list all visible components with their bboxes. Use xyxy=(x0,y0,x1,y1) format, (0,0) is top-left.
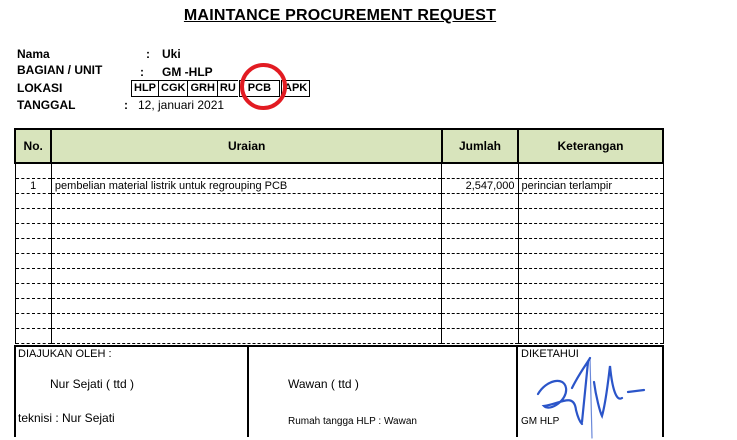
cell-jumlah: 2,547,000 xyxy=(442,179,518,194)
rumah-tangga-label: Rumah tangga HLP : Wawan xyxy=(288,416,417,427)
empty-cell xyxy=(442,284,518,299)
empty-cell xyxy=(51,314,441,329)
empty-cell xyxy=(51,209,441,224)
location-option-hlp: HLP xyxy=(131,80,158,97)
table-row xyxy=(15,299,663,314)
diketahui-label: DIKETAHUI xyxy=(521,348,579,360)
signer1-name: Nur Sejati ( ttd ) xyxy=(50,377,135,391)
location-option-cgk: CGK xyxy=(158,80,187,97)
empty-cell xyxy=(442,224,518,239)
table-row xyxy=(15,314,663,329)
empty-cell xyxy=(15,329,51,344)
empty-cell xyxy=(15,299,51,314)
empty-cell xyxy=(15,239,51,254)
nama-label: Nama xyxy=(17,47,50,61)
table-row xyxy=(15,179,663,194)
cell-uraian: pembelian material listrik untuk regrouping PCB xyxy=(51,179,441,194)
empty-cell xyxy=(518,269,663,284)
lokasi-label: LOKASI xyxy=(17,81,63,95)
empty-cell xyxy=(51,194,441,209)
empty-cell xyxy=(15,194,51,209)
signature-box-diketahui xyxy=(516,345,664,437)
empty-cell xyxy=(442,254,518,269)
signature-box-diajukan xyxy=(14,345,249,437)
table-row xyxy=(15,224,663,239)
empty-cell xyxy=(15,269,51,284)
empty-cell xyxy=(15,224,51,239)
signature-box-rumah-tangga xyxy=(247,345,518,437)
header-jumlah: Jumlah xyxy=(442,129,518,163)
signer2-name: Wawan ( ttd ) xyxy=(288,377,359,391)
empty-cell xyxy=(15,209,51,224)
empty-cell xyxy=(15,254,51,269)
teknisi-label: teknisi : Nur Sejati xyxy=(18,411,115,425)
diajukan-label: DIAJUKAN OLEH : xyxy=(18,348,112,360)
table-row xyxy=(15,239,663,254)
empty-cell xyxy=(442,194,518,209)
items-table xyxy=(14,128,664,344)
bagian-label: BAGIAN / UNIT xyxy=(17,63,103,77)
empty-cell xyxy=(518,329,663,344)
table-row xyxy=(15,163,663,179)
location-option-apk: APK xyxy=(281,80,310,97)
gm-label: GM HLP xyxy=(521,416,560,427)
bagian-value: GM -HLP xyxy=(162,65,213,79)
empty-cell xyxy=(442,269,518,284)
table-row xyxy=(15,254,663,269)
cell-keterangan: perincian terlampir xyxy=(518,179,663,194)
empty-cell xyxy=(442,299,518,314)
tanggal-value: 12, januari 2021 xyxy=(138,98,225,112)
table-row xyxy=(15,209,663,224)
tanggal-colon: : xyxy=(124,98,128,112)
location-option-grh: GRH xyxy=(187,80,216,97)
empty-cell xyxy=(518,209,663,224)
location-option-ru: RU xyxy=(217,80,238,97)
table-row xyxy=(15,269,663,284)
empty-cell xyxy=(51,284,441,299)
empty-cell xyxy=(518,314,663,329)
header-uraian: Uraian xyxy=(51,129,441,163)
empty-cell xyxy=(51,254,441,269)
page-title: MAINTANCE PROCUREMENT REQUEST xyxy=(183,7,497,24)
nama-colon: : xyxy=(146,47,150,61)
empty-cell xyxy=(442,239,518,254)
empty-cell xyxy=(518,194,663,209)
empty-cell xyxy=(15,314,51,329)
selected-location-circle xyxy=(240,63,287,110)
table-row xyxy=(15,284,663,299)
empty-cell xyxy=(518,299,663,314)
table-header-row xyxy=(15,129,663,163)
tanggal-label: TANGGAL xyxy=(17,98,76,112)
location-option-pcb: PCB xyxy=(239,80,280,97)
cell-no: 1 xyxy=(15,179,51,194)
table-row xyxy=(15,194,663,209)
nama-value: Uki xyxy=(162,47,181,61)
empty-cell xyxy=(518,284,663,299)
empty-cell xyxy=(442,314,518,329)
bagian-colon: : xyxy=(140,65,144,79)
empty-cell xyxy=(442,209,518,224)
table-row xyxy=(15,329,663,344)
empty-cell xyxy=(51,299,441,314)
empty-cell xyxy=(442,329,518,344)
header-no: No. xyxy=(15,129,51,163)
empty-cell xyxy=(51,239,441,254)
empty-cell xyxy=(51,224,441,239)
empty-cell xyxy=(518,239,663,254)
empty-cell xyxy=(518,254,663,269)
header-keterangan: Keterangan xyxy=(518,129,663,163)
empty-cell xyxy=(518,224,663,239)
empty-cell xyxy=(51,329,441,344)
empty-cell xyxy=(15,284,51,299)
empty-cell xyxy=(51,269,441,284)
